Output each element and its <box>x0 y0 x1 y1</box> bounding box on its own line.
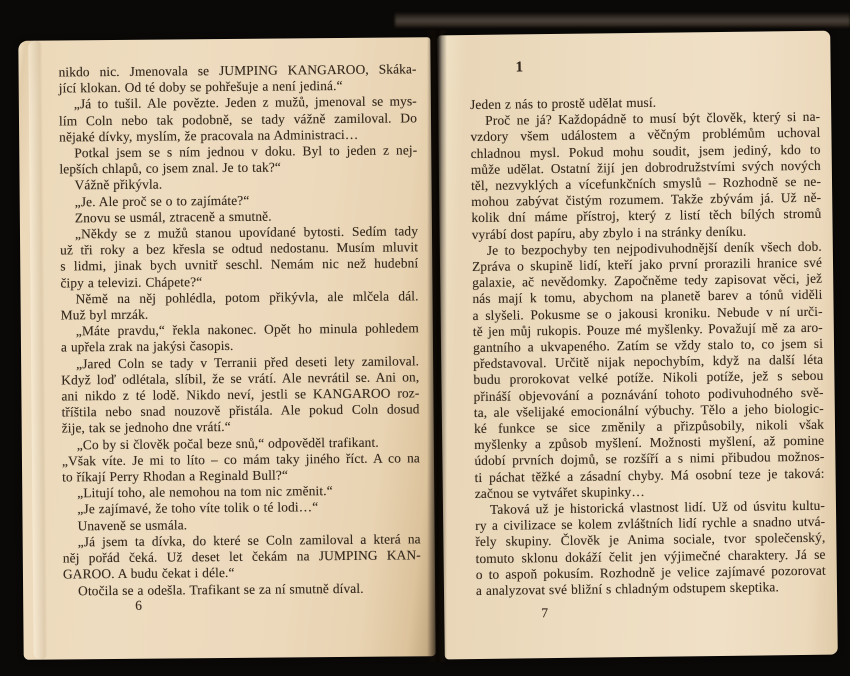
scanner-light-artifact <box>395 13 850 27</box>
text-line: nikdo nic. Jmenovala se JUMPING KANGAROO, Skáka- <box>58 61 417 80</box>
text-line: „Co by si člověk počal beze snů,“ odpověděl trafikant. <box>76 434 379 452</box>
text-line: „Je zajímavé, že toho víte tolik o té lodi…“ <box>77 499 319 517</box>
text-line: „Je. Ale proč se o to zajímáte?“ <box>74 192 250 209</box>
text-line: GAROO. A budu čekat i déle.“ <box>62 565 235 582</box>
text-line: gantního a ukvapeného. Zatím se vždy stalo to, co jsem si <box>472 335 824 356</box>
text-line: to říkají Perry Rhodan a Reginald Bull?“ <box>62 467 289 485</box>
text-line: Proč ne já? Každopádně to musí být člověk, který si na- <box>485 108 821 129</box>
text-line: „Máte pravdu,“ řekla nakonec. Opět ho minula pohledem <box>75 320 419 339</box>
page-number-left: 6 <box>135 597 143 613</box>
text-line: Zpráva o skupině lidí, kteří jako první prorazili hranice své <box>471 254 823 275</box>
page-right <box>437 31 838 660</box>
text-line: Vážně přikývla. <box>74 176 163 193</box>
text-line: ta, ale všelijaké emocionální výbuchy. Tělo a jeho biologic- <box>473 400 824 420</box>
text-line: ké funkce se sice změnily a přizpůsobily, nikoli však <box>473 416 825 437</box>
text-line: lepších chlapů, co jsem znal. Je to tak?“ <box>59 159 282 177</box>
text-line: vyrábí dost papíru, aby zbylo i na stránky deníku. <box>471 223 747 242</box>
text-line: Taková už je historická vlastnost lidí. Už od úsvitu kultu- <box>489 497 826 517</box>
text-line: a slyšeli. Pokusme se o jakousi kroniku. Nebude v ní urči- <box>472 303 823 323</box>
text-line: Je to bezpochyby ten nejpodivuhodnější deník všech dob. <box>486 238 822 258</box>
text-line: „Já to tušil. Ale povězte. Jeden z mužů, jmenoval se mys- <box>73 93 417 112</box>
text-line: Unaveně se usmála. <box>77 517 188 533</box>
text-line: Muž byl mrzák. <box>60 306 149 323</box>
text-line: chladnou mysl. Pokud mohu soudit, jsem jediný, kdo to <box>470 141 821 161</box>
text-line: o to aspoň pokusím. Rozhodně je velice zajímavé pozorovat <box>475 562 826 582</box>
text-line: a analyzovat své bližní s chladným odstupem skeptika. <box>475 579 779 599</box>
text-line: kolik dní máme přístroj, který z listí těch bílých stromů <box>471 206 822 226</box>
text-line: Znovu se usmál, ztraceně a smutně. <box>74 208 272 226</box>
text-line: „Já jsem ta dívka, do které se Coln zamiloval a která na <box>77 531 421 550</box>
text-line: mohou zabývat čistým rozumem. Takže zbývám já. Už ně- <box>471 189 822 210</box>
text-line: Potkal jsem se s ním jednou v doku. Byl to jeden z nej- <box>74 142 418 161</box>
text-line: galaxie, ač nevědomky. Započněme tedy zapisovat věci, jež <box>472 270 823 291</box>
text-line: řely skupiny. Člověk je Anima sociale, tvor společenský, <box>475 530 826 550</box>
text-line: tě jen můj rukopis. Pouze mé myšlenky. Považují mě za aro- <box>472 319 823 339</box>
text-line: něj pořád čeká. Už deset let čekám na JUMPING KAN- <box>62 547 421 566</box>
page-text-right <box>470 93 826 600</box>
text-line: Jeden z nás to prostě udělat musí. <box>469 94 657 113</box>
text-line: „Jared Coln se tady v Terranii před deseti lety zamiloval. <box>76 352 420 371</box>
page-left <box>18 37 435 660</box>
text-line: žije, tak se jednoho dne vrátí.“ <box>61 419 231 436</box>
text-line: ani nikdo z té lodě. Nikdo neví, jestli se KANGAROO roz- <box>61 385 420 404</box>
text-line: těl, nezvyklých a vícefunkčních smyslů – Rozhodně se ne- <box>470 173 822 194</box>
text-line: Otočila se a odešla. Trafikant se za ní smutně díval. <box>78 580 364 598</box>
text-line: začnou se vytvářet skupinky… <box>474 483 645 501</box>
text-line: nějaké dívky, myslím, že pracovala na Administraci… <box>59 126 359 145</box>
text-line: lím Coln nebo tak podobně, se tady vážně zamiloval. Do <box>58 109 418 129</box>
text-line: Když loď odlétala, slíbil, že se vrátí. Ale nevrátil se. Ani on, <box>61 369 420 388</box>
page-text-left <box>59 61 422 599</box>
text-line: Němě na něj pohlédla, potom přikývla, ale mlčela dál. <box>75 288 419 307</box>
text-line: s lidmi, jinak bych uvnitř seschl. Nemám nic než hudební <box>60 255 419 274</box>
page-number-right: 7 <box>541 605 549 621</box>
text-line: může udělat. Ostatní žijí jen dobrodružstvími svých nových <box>470 157 821 177</box>
text-line: tomuto sklonu dokáží čelit jen výjimečné charaktery. Já se <box>475 546 826 566</box>
text-line: jící klokan. Od té doby se pohřešuje a není jediná.“ <box>58 78 343 96</box>
text-line: ry a civilizace se kolem zvláštních lidí rychle a snadno utvá- <box>475 514 826 534</box>
text-line: budu prorokovat velké potíže. Nikoli potíže, jež s sebou <box>473 368 824 388</box>
text-line: tříštila nebo snad nouzově přistála. Ale pokud Coln dosud <box>61 401 420 420</box>
text-line: „Někdy se z mužů stanou upovídané bytosti. Sedím tady <box>74 223 419 242</box>
text-line: údobí prvních dojmů, se rozšíří a s nimi přibudou možnos- <box>474 449 825 469</box>
text-line: čipy a televizi. Chápete?“ <box>60 273 203 291</box>
text-line: ti páchat těžké a zásadní chyby. Má osobní teze je taková: <box>474 465 825 485</box>
chapter-heading: 1 <box>515 59 524 76</box>
text-line: „Však víte. Je mi to líto – co mám taky jiného říct. A co na <box>61 450 421 469</box>
text-line: nás mají k tomu, abychom na planetě barev a tónů viděli <box>472 287 823 307</box>
text-line: vzdory všem událostem a věčným problémům uchoval <box>470 125 821 145</box>
text-line: představoval. Určitě nijak nepochybím, když na další léta <box>473 351 824 372</box>
text-line: už tři roky a bez křesla se odtud nedostanu. Musím mluvit <box>60 239 419 258</box>
text-line: přináší objevování a poznávání tohoto podivuhodného svě- <box>473 384 824 404</box>
text-line: a upřela zrak na jakýsi časopis. <box>60 338 234 355</box>
text-line: myšlenky a způsob myšlení. Možnosti myšlení, až pomine <box>474 432 825 453</box>
text-line: „Litují toho, ale nemohou na tom nic změnit.“ <box>77 483 333 501</box>
